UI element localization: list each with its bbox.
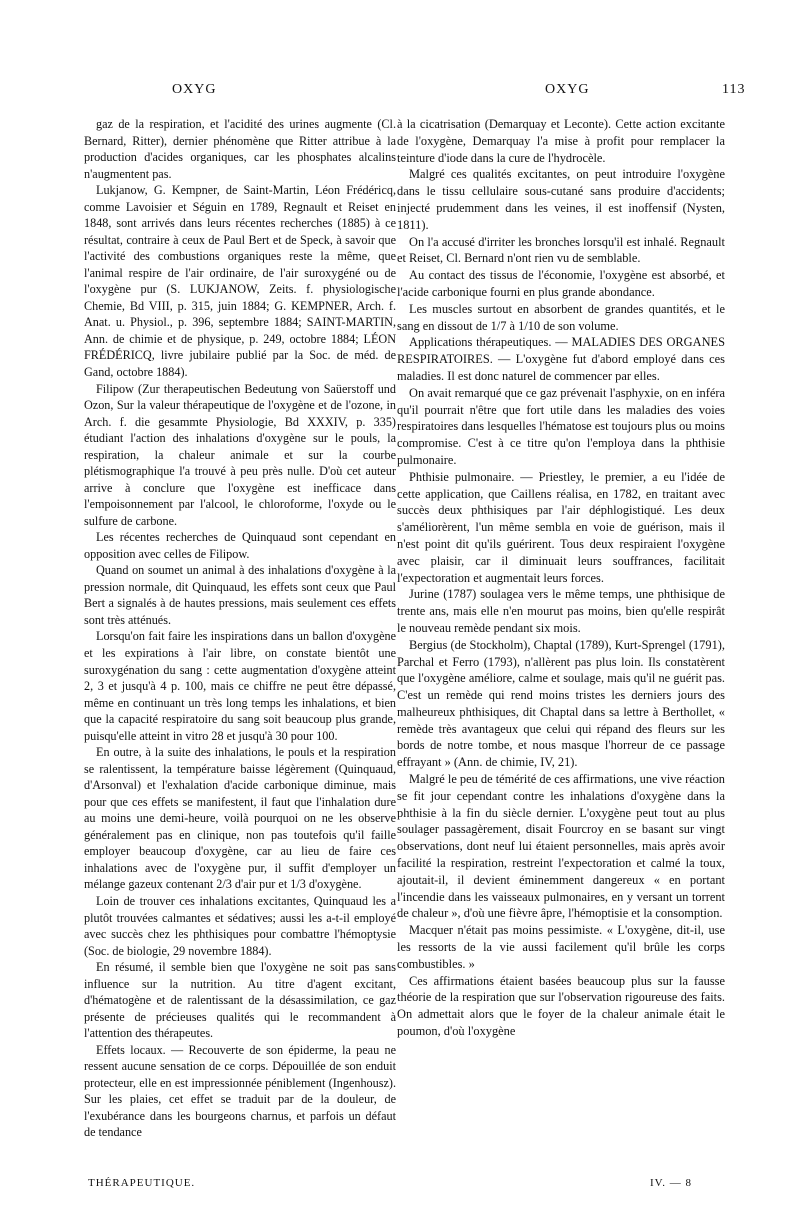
paragraph: Bergius (de Stockholm), Chaptal (1789), Kurt-Sprengel (1791), Parchal et Ferro (1793), n'allèrent pas plus loin. Ils constatèrent que l'oxygène améliore, calme et soulage, mais qu'il ne guérit pas. C'est un remède qui rend moins tristes les derniers jours des malheureux phthisiques, dit Chaptal dans sa lettre à Berthollet, « remède très avantageux que celui qui répand des fleurs sur les bords de notre tombe, et nous masque l'horreur de ce passage effrayant » (Ann. de chimie, IV, 21). <box>397 637 725 770</box>
section-heading-paragraph: Applications thérapeutiques. — MALADIES DES ORGANES RESPIRATOIRES. — L'oxygène fut d'abord employé dans ces maladies. Il est donc naturel de commencer par elles. <box>397 335 725 383</box>
paragraph: Quand on soumet un animal à des inhalations d'oxygène à la pression normale, dit Quinquaud, les effets sont ceux que Paul Bert a signalés à de hautes pressions, mais seulement ces effets sont très atténués. <box>84 563 396 627</box>
paragraph: Macquer n'était pas moins pessimiste. « L'oxygène, dit-il, use les ressorts de la vie aussi facilement qu'il brûle les corps combustibles. » <box>397 923 725 971</box>
paragraph: Lukjanow, G. Kempner, de Saint-Martin, Léon Frédéricq, comme Lavoisier et Séguin en 1789, Regnault et Reiset en 1848, sont arrivés dans leurs récentes recherches (1885) à ce résultat, contraire à ceux de Paul Bert et de Speck, à savoir que l'activité des combustions organiques reste la même, que l'animal respire de l'air ordinaire, de l'air suroxygéné ou de l'oxygène pur (S. LUKJANOW, Zeits. f. physiologische Chemie, Bd VIII, p. 315, juin 1884; G. KEMPNER, Arch. f. Anat. u. Physiol., p. 396, septembre 1884; SAINT-MARTIN, Ann. de chimie et de physique, p. 249, octobre 1884; LÉON FRÉDÉRICQ, livre jubilaire publié par la Soc. de méd. de Gand, octobre 1884). <box>84 183 396 379</box>
right-column <box>397 116 725 1040</box>
paragraph: Lorsqu'on fait faire les inspirations dans un ballon d'oxygène et les expirations à l'air libre, on constate bientôt une suroxygénation du sang : cette augmentation d'oxygène atteint 2, 3 et jusqu'à 4 p. 100, mais ce chiffre ne peut être dépassé, même en continuant un très long temps les inhalations, et bien que la capacité respiratoire du sang soit beaucoup plus grande, puisqu'elle atteint in vitro 28 et jusqu'à 30 pour 100. <box>84 629 396 743</box>
paragraph: gaz de la respiration, et l'acidité des urines augmente (Cl. Bernard, Ritter), dernier phénomène que Ritter attribue à la production d'acides organiques, car les phosphates alcalins n'augmentent pas. <box>84 117 396 181</box>
page-footer <box>0 1177 800 1193</box>
left-column <box>84 116 396 1141</box>
left-running-title: OXYG <box>172 82 217 97</box>
paragraph: Ces affirmations étaient basées beaucoup plus sur la fausse théorie de la respiration que sur l'observation rigoureuse des faits. On admettait alors que le foyer de la chaleur animale était le poumon, d'où l'oxygène <box>397 973 725 1039</box>
paragraph: Effets locaux. — Recouverte de son épiderme, la peau ne ressent aucune sensation de ce corps. Dépouillée de son enduit protecteur, elle en est impressionnée péniblement (Ingenhousz). Sur les plaies, cet effet se traduit par de la douleur, de l'exubérance dans les bourgeons charnus, et parfois un défaut de tendance <box>84 1042 396 1140</box>
paragraph: En résumé, il semble bien que l'oxygène ne soit pas sans influence sur la nutrition. Au titre d'agent excitant, d'hématogène et de ralentissant de la désassimilation, ce gaz présente de précieuses qualités qui le recommandent à l'attention des thérapeutes. <box>84 960 396 1041</box>
paragraph: Malgré le peu de témérité de ces affirmations, une vive réaction se fit jour cependant contre les inhalations d'oxygène dans la phthisie à la fin du siècle dernier. L'oxygène peut tout au plus soulager passagèrement, disait Fourcroy en se basant sur vingt observations, dont neuf lui étaient personnelles, mais après avoir facilité la respiration, restreint l'expectoration et calmé la toux, ajoutait-il, il devient éminemment dangereux « en portant l'incendie dans les vaisseaux pulmonaires, en y versant un torrent de chaleur », d'où une fièvre âpre, l'hémoptisie et la consomption. <box>397 772 725 921</box>
footer-signature: THÉRAPEUTIQUE. <box>88 1177 196 1189</box>
paragraph: Filipow (Zur therapeutischen Bedeutung von Saüerstoff und Ozon, Sur la valeur thérapeutique de l'oxygène et de l'ozone, in Arch. f. die gesammte Physiologie, Bd XXXIV, p. 335) étudiant l'action des inhalations d'oxygène sur le pouls, la respiration, la chaleur animale et sur la courbe plétismographique l'a trouvé à peu près nulle. D'où cet auteur arrive à conclure que l'oxygène est inefficace dans l'empoisonnement par l'alcool, le chloroforme, l'oxyde ou le sulfure de carbone. <box>84 381 396 528</box>
paragraph: Au contact des tissus de l'économie, l'oxygène est absorbé, et l'acide carbonique fourni en plus grande abondance. <box>397 268 725 299</box>
paragraph: Les récentes recherches de Quinquaud sont cependant en opposition avec celles de Filipow. <box>84 530 396 561</box>
paragraph: Malgré ces qualités excitantes, on peut introduire l'oxygène dans le tissu cellulaire sous-cutané sans produire d'accidents; injecté prudemment dans les veines, il est inoffensif (Nysten, 1811). <box>397 167 725 232</box>
paragraph: En outre, à la suite des inhalations, le pouls et la respiration se ralentissent, la température baisse légèrement (Quinquaud, d'Arsonval) et l'exhalation d'acide carbonique diminue, mais pour que ces effets se manifestent, il faut que l'inhalation dure au moins une demi-heure, voilà pourquoi on ne les observe généralement pas en clinique, non pas toutefois qu'il faille employer beaucoup d'oxygène, car au lieu de faire ces inhalations avec de l'oxygène pur, il suffit d'employer un mélange gazeux contenant 2/3 d'air pur et 1/3 d'oxygène. <box>84 745 396 892</box>
paragraph: Loin de trouver ces inhalations excitantes, Quinquaud les a plutôt trouvées calmantes et sédatives; aussi les a-t-il employé avec succès chez les phthisiques pour combattre l'hémoptysie (Soc. de biologie, 29 novembre 1884). <box>84 893 396 958</box>
paragraph: On l'a accusé d'irriter les bronches lorsqu'il est inhalé. Regnault et Reiset, Cl. Bernard n'ont rien vu de semblable. <box>397 234 725 266</box>
paragraph: Phthisie pulmonaire. — Priestley, le premier, a eu l'idée de cette application, que Caillens réalisa, en 1782, en traitant avec succès deux phthisiques par l'air déphlogistiqué. Les deux s'améliorèrent, l'un même sembla en voie de guérison, mais il n'est point dit qu'ils guérirent. Tous deux respiraient l'oxygène avec plaisir, car il diminuait leurs souffrances, facilitait l'expectoration et augmentait leurs forces. <box>397 469 725 585</box>
right-running-title: OXYG <box>545 82 590 97</box>
paragraph: On avait remarqué que ce gaz prévenait l'asphyxie, on en inféra qu'il pourrait n'être que fort utile dans les maladies des voies respiratoires dans lesquelles l'hématose est toujours plus ou moins compromise. C'est à ce titre qu'on l'employa dans la phthisie pulmonaire. <box>397 385 725 467</box>
paragraph: Jurine (1787) soulagea vers le même temps, une phthisique de trente ans, mais elle n'en mourut pas moins, bien qu'elle respirât le nouveau remède pendant six mois. <box>397 587 725 635</box>
page-number: 113 <box>722 82 746 97</box>
paragraph: Les muscles surtout en absorbent de grandes quantités, et le sang en dissout de 1/7 à 1/10 de son volume. <box>397 301 725 333</box>
paragraph: à la cicatrisation (Demarquay et Leconte). Cette action excitante de l'oxygène, Demarquay l'a mise à profit pour remplacer la teinture d'iode dans la cure de l'hydrocèle. <box>397 117 725 165</box>
running-header <box>0 82 800 104</box>
footer-volume-sheet: IV. — 8 <box>650 1177 692 1189</box>
